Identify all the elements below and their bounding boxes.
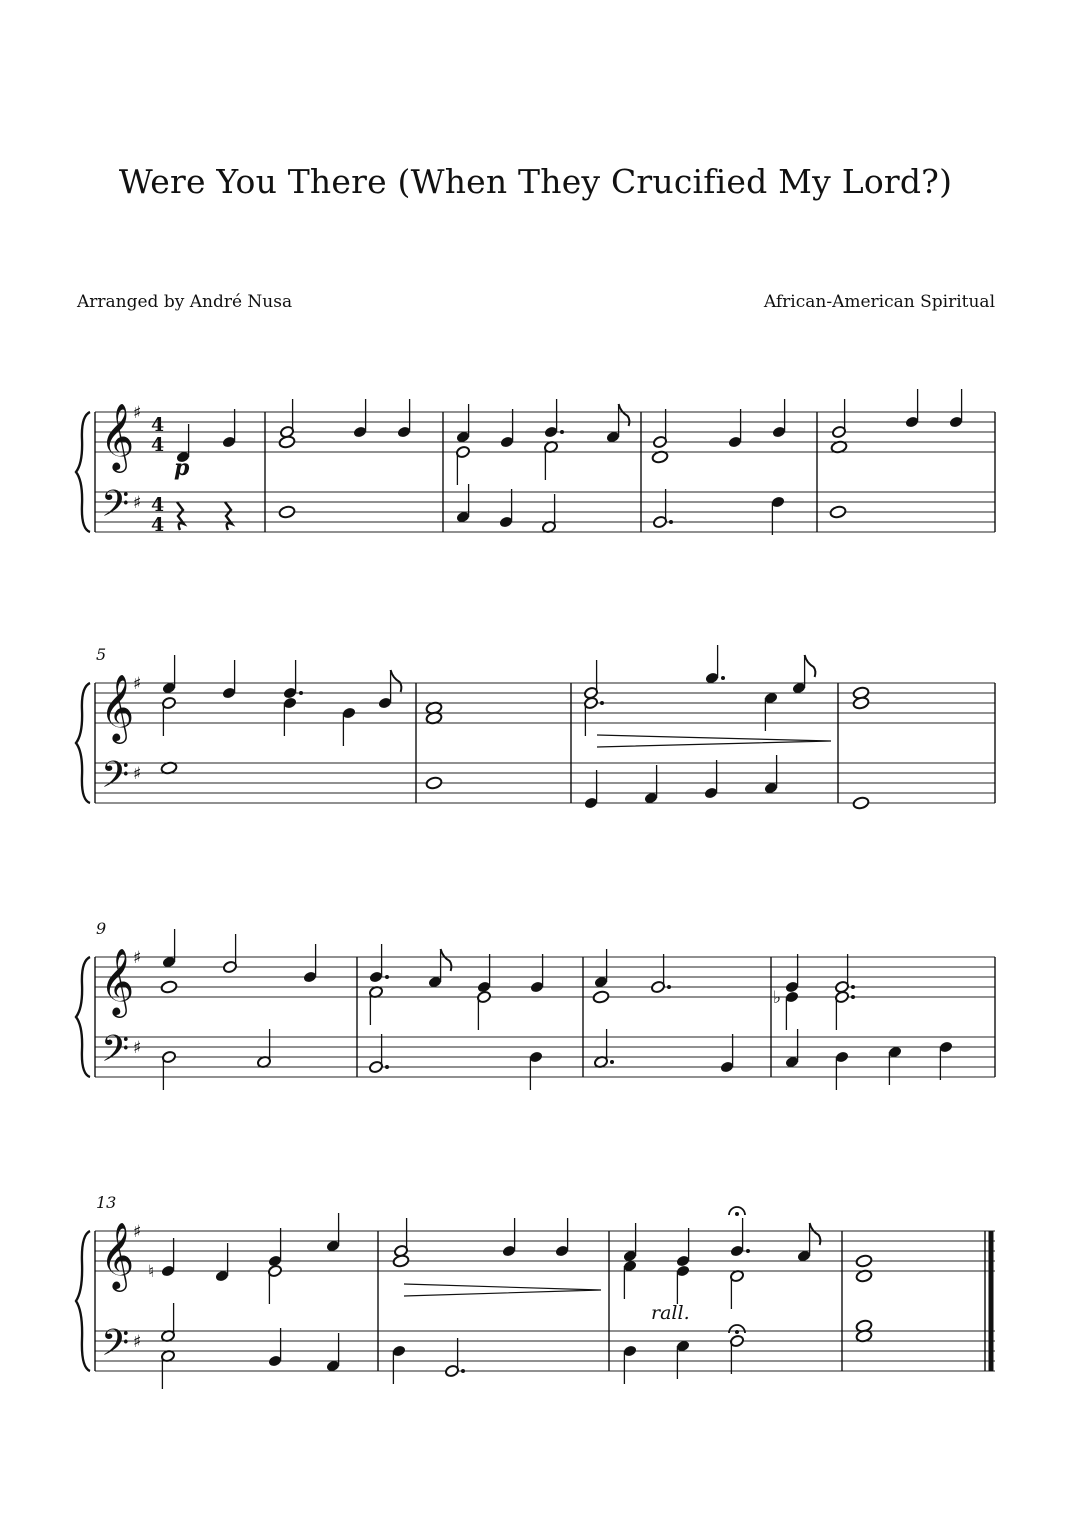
- augmentation-dot: [560, 430, 564, 434]
- grand-staff-brace: [76, 957, 90, 1077]
- treble-clef-icon: 𝄞: [100, 1221, 135, 1289]
- augmentation-dot: [600, 701, 604, 705]
- notehead: [160, 980, 177, 994]
- augmentation-dot: [385, 1065, 389, 1069]
- quarter-rest: [177, 502, 184, 530]
- bass-clef-icon: 𝄢: [101, 1322, 130, 1373]
- time-signature-numerator-bass: 4: [151, 494, 165, 516]
- arranger-credit: Arranged by André Nusa: [77, 292, 293, 312]
- composer-credit: African-American Spiritual: [763, 292, 995, 312]
- grand-staff-brace: [76, 1231, 90, 1371]
- grand-staff-brace: [76, 683, 90, 803]
- augmentation-dot: [299, 691, 303, 695]
- key-signature-sharp: ♯: [133, 948, 142, 968]
- notehead: [852, 796, 869, 810]
- dynamic-piano: p: [174, 455, 190, 481]
- treble-clef-icon: 𝄞: [100, 947, 135, 1015]
- notehead: [592, 990, 609, 1004]
- system-1: [76, 389, 995, 536]
- time-signature-denominator: 4: [151, 434, 165, 456]
- system-2: [76, 645, 995, 810]
- system-4: [76, 1193, 995, 1389]
- key-signature-sharp: ♯: [133, 1038, 142, 1058]
- time-signature-numerator: 4: [151, 414, 165, 436]
- rallentando-marking: rall.: [651, 1302, 690, 1324]
- key-signature-sharp: ♯: [133, 493, 142, 513]
- augmentation-dot: [667, 985, 671, 989]
- piece-title: Were You There (When They Crucified My Lord?): [118, 162, 953, 201]
- fermata-dot: [735, 1330, 739, 1334]
- flag: [810, 1223, 821, 1245]
- flag: [391, 670, 402, 692]
- systems: [76, 389, 995, 1389]
- augmentation-dot: [746, 1249, 750, 1253]
- notehead: [392, 1254, 409, 1268]
- treble-clef-icon: 𝄞: [100, 402, 135, 470]
- key-signature-sharp: ♯: [133, 403, 142, 423]
- key-signature-sharp: ♯: [133, 764, 142, 784]
- key-signature-sharp: ♯: [133, 1332, 142, 1352]
- notehead: [278, 435, 295, 449]
- flag: [805, 655, 816, 677]
- fermata-dot: [735, 1212, 739, 1216]
- grand-staff-brace: [76, 412, 90, 532]
- augmentation-dot: [610, 1060, 614, 1064]
- system-3: [76, 919, 995, 1090]
- measure-number: 9: [96, 919, 107, 938]
- time-signature: [151, 414, 164, 536]
- measure-number: 13: [96, 1193, 117, 1212]
- augmentation-dot: [385, 975, 389, 979]
- key-signature-sharp: ♯: [133, 1222, 142, 1242]
- decrescendo-hairpin: [597, 735, 831, 747]
- natural-accidental: ♮: [148, 1262, 155, 1282]
- flag: [619, 404, 630, 426]
- bass-clef-icon: 𝄢: [101, 483, 130, 534]
- bass-clef-icon: 𝄢: [101, 754, 130, 805]
- augmentation-dot: [721, 676, 725, 680]
- treble-clef-icon: 𝄞: [100, 673, 135, 741]
- decrescendo-hairpin: [404, 1284, 601, 1296]
- augmentation-dot: [669, 520, 673, 524]
- notehead: [829, 505, 846, 519]
- key-signature-sharp: ♯: [133, 674, 142, 694]
- quarter-rest: [225, 502, 232, 530]
- augmentation-dot: [851, 995, 855, 999]
- augmentation-dot: [851, 985, 855, 989]
- measure-number: 5: [96, 645, 107, 664]
- time-signature-denominator-bass: 4: [151, 514, 165, 536]
- notehead: [855, 1254, 872, 1268]
- augmentation-dot: [461, 1369, 465, 1373]
- flat-accidental: ♭: [773, 988, 782, 1008]
- bass-clef-icon: 𝄢: [101, 1028, 130, 1079]
- notehead: [425, 776, 442, 790]
- flag: [441, 949, 452, 971]
- notehead: [278, 505, 295, 519]
- notehead: [852, 696, 869, 710]
